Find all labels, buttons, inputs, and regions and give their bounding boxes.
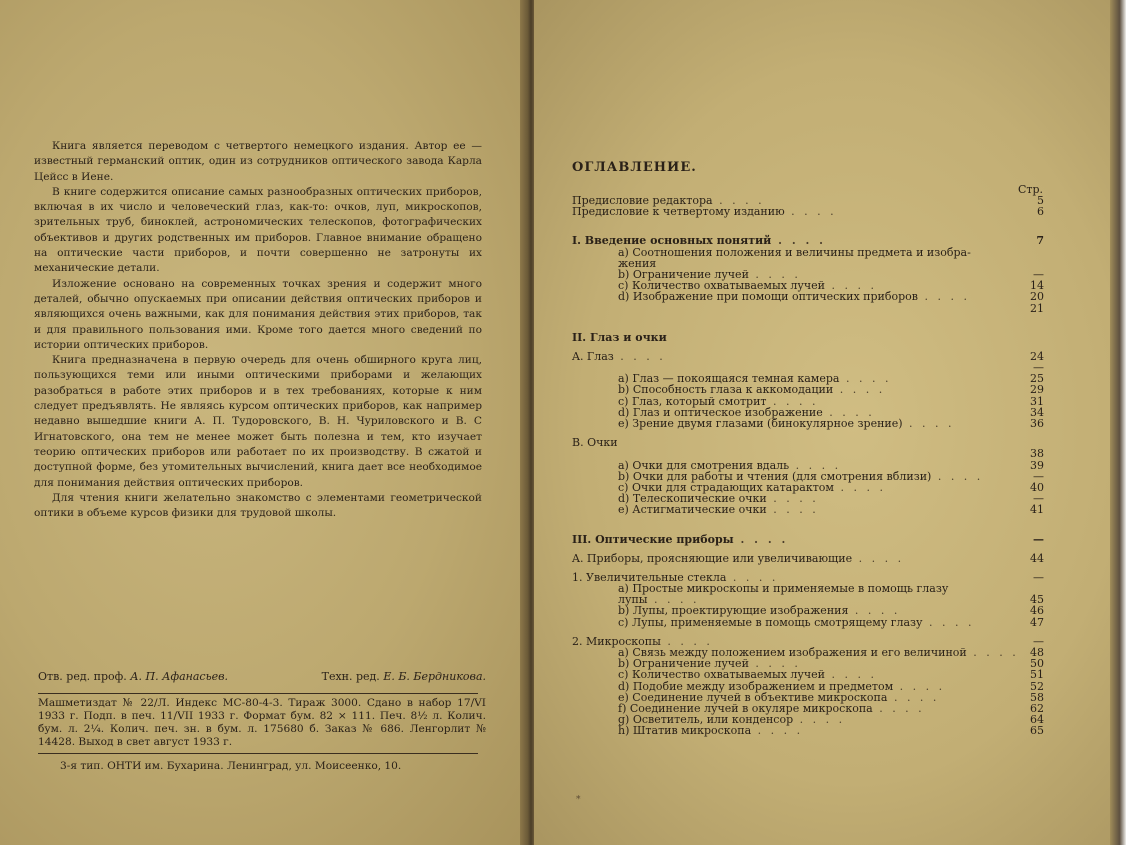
toc-page-number: 14 <box>1030 279 1044 293</box>
toc-entry-label: II. Глаз и очки <box>572 330 667 344</box>
toc-entry-label: a) Очки для смотрения вдаль <box>618 458 790 472</box>
toc-page-number: — <box>1033 532 1044 546</box>
toc-page-number: 40 <box>1030 480 1044 494</box>
toc-entry-label: f) Соединение лучей в окуляре микроскопа <box>618 701 873 715</box>
toc-page-number: 64 <box>1030 713 1044 727</box>
toc-page-number: 51 <box>1030 668 1044 682</box>
toc-page-number: 39 <box>1030 458 1044 472</box>
toc-page-number: 31 <box>1030 394 1044 408</box>
toc-page-number: 29 <box>1030 383 1044 397</box>
toc-page-number: 46 <box>1030 604 1044 618</box>
toc-entry-label: h) Штатив микроскопа <box>618 724 752 738</box>
toc-entry <box>572 725 1044 736</box>
toc-entry-label: 1. Увеличительные стекла <box>572 570 727 584</box>
toc-page-number: — <box>1033 492 1044 506</box>
toc-entry <box>572 418 1044 429</box>
toc-entry <box>572 534 1044 545</box>
leader-dots: . . . . <box>647 593 700 607</box>
leader-dots: . . . . <box>751 724 804 738</box>
toc-entry-label: лупы <box>618 593 648 607</box>
toc-page-number: 36 <box>1030 417 1044 430</box>
leader-dots: . . . . <box>917 290 970 304</box>
toc-entry-label: a) Связь между положением изображения и его величиной <box>618 646 967 659</box>
toc-entry-label: c) Очки для страдающих катарактом <box>618 480 834 494</box>
responsible-editor: Отв. ред. проф. А. П. Афанасьев. <box>38 670 228 683</box>
toc-page-number: 24 <box>1030 349 1044 363</box>
description-paragraph: Для чтения книги желательно знакомство с элементами геометрической оптики в объеме курсов физики для трудовой школы. <box>34 491 482 520</box>
leader-dots: . . . . <box>766 492 819 506</box>
toc-entry-label: c) Количество охватываемых лучей <box>618 279 826 293</box>
leader-dots: . . . . <box>872 701 925 715</box>
toc-page-number: 62 <box>1030 701 1044 715</box>
toc-entry-label: b) Способность глаза к аккомодации <box>618 383 834 397</box>
toc-page-number: 65 <box>1030 724 1044 738</box>
toc-entry-label: b) Лупы, проектирующие изображения <box>618 604 849 618</box>
toc-entry-label: Предисловие к четвертому изданию <box>572 205 785 219</box>
leader-dots: . . . . <box>748 267 801 281</box>
table-of-contents <box>572 195 1044 737</box>
toc-entry <box>572 206 1044 217</box>
toc-entry <box>572 303 1044 314</box>
toc-page-number: 45 <box>1030 593 1044 607</box>
toc-page-number: — <box>1033 267 1044 281</box>
description-paragraph: Книга является переводом с четвертого немецкого издания. Автор ее — известный германский оптик, один из сотрудников оптического завода Карла Цейсс в Иене. <box>34 140 482 183</box>
toc-entry-label: c) Лупы, применяемые в помощь смотрящему глазу <box>618 615 923 629</box>
toc-entry <box>572 617 1044 628</box>
toc-entry <box>572 351 1044 362</box>
leader-dots: . . . . <box>766 394 819 408</box>
leader-dots: . . . . <box>766 503 819 517</box>
toc-page-number: 34 <box>1030 405 1044 419</box>
leader-dots: . . . . <box>793 713 846 727</box>
toc-entry-label: B. Очки <box>572 436 618 450</box>
toc-entry-label: b) Ограничение лучей <box>618 267 749 281</box>
toc-page-number: 7 <box>1036 234 1044 248</box>
page-edge <box>1110 0 1126 845</box>
toc-page-number: 47 <box>1030 615 1044 629</box>
imprint-details: Машметиздат № 22/Л. Индекс МС-80-4-3. Тираж 3000. Сдано в набор 17/VI 1933 г. Подп. в печ. 11/VII 1933 г. Формат бум. 82 × 111. Печ. 8½ л. Колич. бум. л. 2¼. Колич. печ. зн. в бум. л. 175680 б. Заказ № 686. Ленгорлит № 14428. Выход в свет август 1933 г. <box>38 697 486 748</box>
toc-entry-label: d) Подобие между изображением и предметом <box>618 679 894 693</box>
toc-page-number: 41 <box>1030 503 1044 517</box>
toc-entry-label: d) Глаз и оптическое изображение <box>618 405 823 419</box>
leader-dots: . . . . <box>660 634 713 648</box>
toc-entry-label: b) Очки для работы и чтения (для смотрения вблизи) <box>618 469 932 483</box>
toc-page-number: 52 <box>1030 679 1044 693</box>
toc-page-number: — <box>1033 469 1044 483</box>
toc-page-number: 58 <box>1030 690 1044 704</box>
book-description <box>34 139 482 521</box>
leader-dots: . . . . <box>966 646 1019 659</box>
toc-entry-label: A. Глаз <box>572 349 614 363</box>
leader-dots: . . . . <box>748 657 801 671</box>
toc-entry-label: a) Соотношения положения и величины предмета и изобра- <box>618 245 971 259</box>
leader-dots: . . . . <box>902 417 955 430</box>
toc-entry-label: b) Ограничение лучей <box>618 657 749 671</box>
toc-page-number: — <box>1033 361 1044 375</box>
leader-dots: . . . . <box>771 234 826 248</box>
divider <box>38 693 478 694</box>
toc-entry <box>572 504 1044 515</box>
toc-entry-label: e) Зрение двумя глазами (бинокулярное зрение) <box>618 417 903 430</box>
description-paragraph: Книга предназначена в первую очередь для очень обширного круга лиц, пользующихся теми или иными оптическими приборами и желающих разобраться в работе этих приборов и в тех требованиях, которые к ним следует предъявлять. Не являясь курсом оптических приборов, как например недавно вышедшие книги А. П. Тудоровского, В. Н. Чуриловского и В. С Игнатовского, она тем не менее может быть полезна и тем, кто изучает теорию оптических приборов или работает по их производству. В сжатой и доступной форме, без утомительных вычислений, книга дает все необходимое для понимания действия оптических приборов. <box>34 354 482 489</box>
toc-entry-label: g) Осветитель, или конденсор <box>618 713 794 727</box>
leader-dots: . . . . <box>839 372 892 386</box>
leader-dots: . . . . <box>712 194 765 207</box>
toc-page-number: 21 <box>1030 301 1044 315</box>
toc-page-number: 6 <box>1037 205 1044 219</box>
asterisk-mark: * <box>576 795 581 805</box>
leader-dots: . . . . <box>922 615 975 629</box>
leader-dots: . . . . <box>822 405 875 419</box>
toc-page-number: 20 <box>1030 290 1044 304</box>
leader-dots: . . . . <box>726 570 779 584</box>
toc-page-number: 5 <box>1037 194 1044 207</box>
toc-page-number: — <box>1033 634 1044 648</box>
toc-entry-label: c) Глаз, который смотрит <box>618 394 767 408</box>
toc-entry-label: A. Приборы, проясняющие или увеличивающие <box>572 551 853 565</box>
toc-spacer <box>572 217 1044 229</box>
toc-entry <box>572 291 1044 302</box>
toc-entry-label: 2. Микроскопы <box>572 634 661 648</box>
leader-dots: . . . . <box>848 604 901 618</box>
editors-row <box>38 670 486 683</box>
toc-entry-label: III. Оптические приборы <box>572 532 734 546</box>
leader-dots: . . . . <box>825 668 877 682</box>
technical-editor: Техн. ред. Е. Б. Бердникова. <box>321 670 486 683</box>
toc-page-number: 25 <box>1030 372 1044 386</box>
toc-entry-label: c) Количество охватываемых лучей <box>618 668 826 682</box>
left-page <box>0 0 528 845</box>
toc-entry-label: a) Простые микроскопы и применяемые в помощь глазу <box>618 582 949 596</box>
toc-page-number: 48 <box>1030 646 1044 659</box>
toc-entry <box>572 553 1044 564</box>
leader-dots: . . . . <box>833 480 886 494</box>
leader-dots: . . . . <box>784 205 837 219</box>
leader-dots: . . . . <box>852 551 905 565</box>
leader-dots: . . . . <box>887 690 940 704</box>
toc-entry-label: a) Глаз — покоящаяся темная камера <box>618 372 840 386</box>
toc-entry-label: e) Астигматические очки <box>618 503 767 517</box>
toc-spacer <box>572 516 1044 528</box>
printer-info: 3-я тип. ОНТИ им. Бухарина. Ленинград, ул. Моисеенко, 10. <box>60 760 402 772</box>
divider <box>38 753 478 754</box>
leader-dots: . . . . <box>613 349 666 363</box>
description-paragraph: Изложение основано на современных точках зрения и содержит много деталей, обычно опускаемых при описании действия оптических приборов и являющихся очень важными, как для понимания действия этих приборов, так и для правильного пользования ими. Кроме того дается много сведений по истории оптических приборов. <box>34 277 482 351</box>
toc-entry-label: жения <box>618 256 657 270</box>
toc-entry-label: d) Телескопические очки <box>618 492 767 506</box>
toc-page-number: 38 <box>1030 447 1044 461</box>
toc-page-number: — <box>1033 570 1044 584</box>
toc-entry <box>572 437 1044 448</box>
toc-page-number: 44 <box>1030 551 1044 565</box>
leader-dots: . . . . <box>931 469 984 483</box>
credits-block <box>38 670 486 772</box>
toc-entry-label: d) Изображение при помощи оптических приборов <box>618 290 918 304</box>
toc-entry <box>572 332 1044 343</box>
toc-entry-label: Предисловие редактора <box>572 194 713 207</box>
page-column-header: Стр. <box>1018 183 1044 196</box>
toc-page-number: 50 <box>1030 657 1044 671</box>
leader-dots: . . . . <box>789 458 842 472</box>
toc-title: ОГЛАВЛЕНИЕ. <box>572 160 697 175</box>
leader-dots: . . . . <box>825 279 877 293</box>
description-paragraph: В книге содержится описание самых разнообразных оптических приборов, включая в их число и человеческий глаз, как-то: очков, луп, микроскопов, зрительных труб, биноклей, астрономических телескопов, фотографических объективов и других родственных им приборов. Главное внимание обращено на оптические части приборов, и почти совершенно не затронуты их механические детали. <box>34 185 482 275</box>
leader-dots: . . . . <box>733 532 789 546</box>
toc-entry-label: I. Введение основных понятий <box>572 234 772 248</box>
right-page <box>534 0 1114 845</box>
toc-entry-label: e) Соединение лучей в объективе микроскопа <box>618 690 888 704</box>
toc-spacer <box>572 314 1044 326</box>
leader-dots: . . . . <box>833 383 886 397</box>
toc-spacer <box>572 429 1044 437</box>
leader-dots: . . . . <box>893 679 946 693</box>
